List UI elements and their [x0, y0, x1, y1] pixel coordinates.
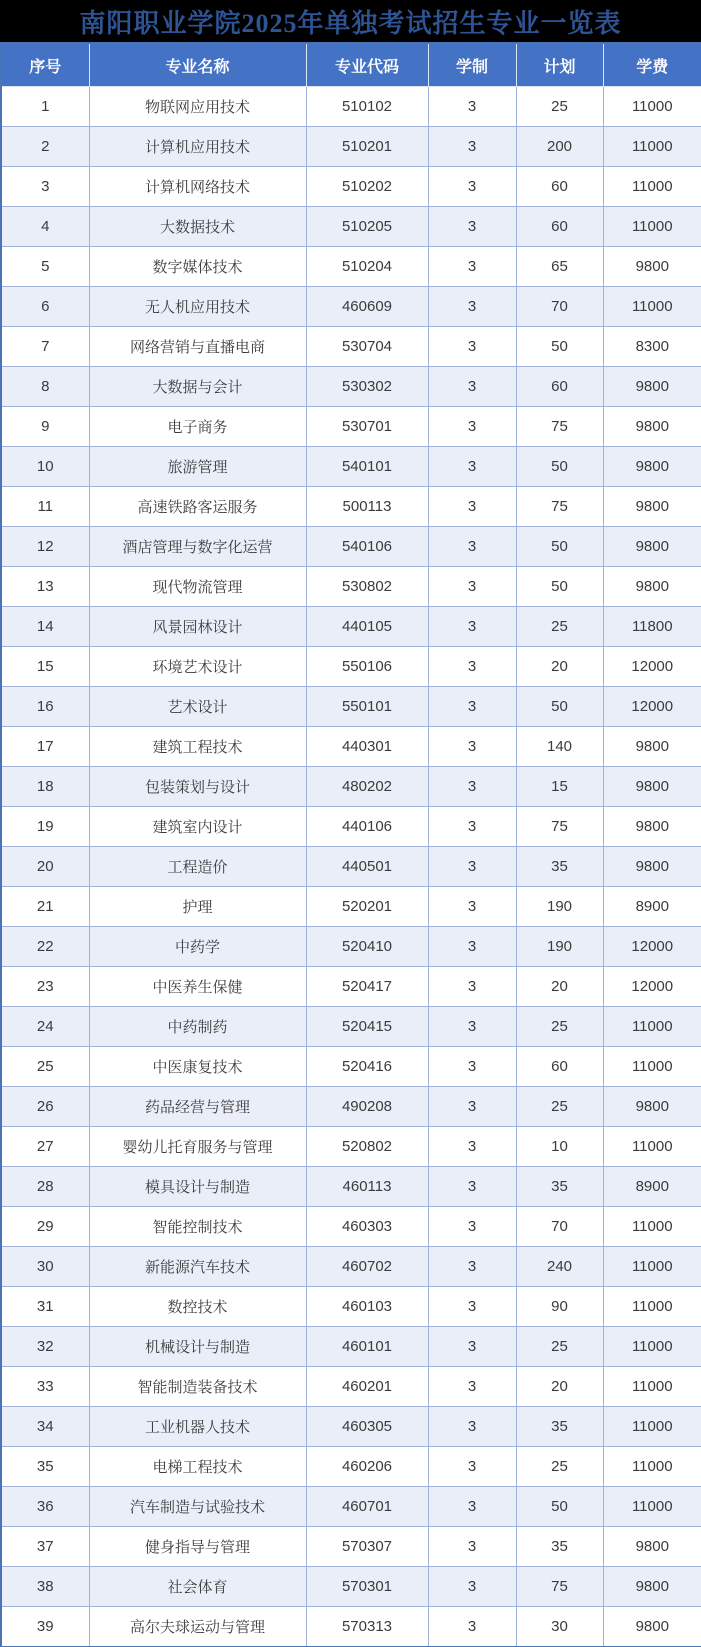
cell-major-code: 460103 — [306, 1287, 428, 1327]
cell-tuition: 11000 — [603, 1407, 701, 1447]
cell-plan: 25 — [516, 1327, 603, 1367]
cell-major-code: 530302 — [306, 367, 428, 407]
cell-index: 19 — [1, 807, 89, 847]
cell-major-name: 健身指导与管理 — [89, 1527, 306, 1567]
cell-tuition: 11000 — [603, 207, 701, 247]
cell-duration: 3 — [428, 1167, 516, 1207]
cell-index: 3 — [1, 167, 89, 207]
cell-major-name: 汽车制造与试验技术 — [89, 1487, 306, 1527]
cell-duration: 3 — [428, 807, 516, 847]
table-row — [1, 367, 701, 407]
cell-index: 8 — [1, 367, 89, 407]
cell-tuition: 11000 — [603, 287, 701, 327]
cell-plan: 60 — [516, 167, 603, 207]
cell-index: 9 — [1, 407, 89, 447]
cell-major-name: 智能制造装备技术 — [89, 1367, 306, 1407]
cell-major-name: 环境艺术设计 — [89, 647, 306, 687]
cell-major-code: 440105 — [306, 607, 428, 647]
table-row — [1, 1087, 701, 1127]
cell-tuition: 9800 — [603, 367, 701, 407]
cell-major-code: 440501 — [306, 847, 428, 887]
cell-index: 5 — [1, 247, 89, 287]
table-row — [1, 1127, 701, 1167]
cell-index: 38 — [1, 1567, 89, 1607]
cell-major-code: 550106 — [306, 647, 428, 687]
cell-duration: 3 — [428, 887, 516, 927]
cell-duration: 3 — [428, 167, 516, 207]
cell-major-name: 风景园林设计 — [89, 607, 306, 647]
cell-major-name: 护理 — [89, 887, 306, 927]
cell-index: 24 — [1, 1007, 89, 1047]
cell-duration: 3 — [428, 647, 516, 687]
table-row — [1, 567, 701, 607]
cell-duration: 3 — [428, 767, 516, 807]
table-row — [1, 1527, 701, 1567]
cell-major-name: 计算机应用技术 — [89, 127, 306, 167]
cell-major-code: 510205 — [306, 207, 428, 247]
cell-tuition: 11000 — [603, 1127, 701, 1167]
cell-plan: 75 — [516, 487, 603, 527]
table-row — [1, 727, 701, 767]
cell-plan: 30 — [516, 1607, 603, 1647]
cell-tuition: 9800 — [603, 727, 701, 767]
cell-index: 33 — [1, 1367, 89, 1407]
cell-plan: 25 — [516, 87, 603, 127]
table-row — [1, 687, 701, 727]
cell-major-code: 460702 — [306, 1247, 428, 1287]
cell-index: 20 — [1, 847, 89, 887]
cell-duration: 3 — [428, 1607, 516, 1647]
cell-tuition: 8300 — [603, 327, 701, 367]
cell-major-code: 570301 — [306, 1567, 428, 1607]
cell-tuition: 9800 — [603, 807, 701, 847]
cell-index: 10 — [1, 447, 89, 487]
cell-plan: 50 — [516, 567, 603, 607]
cell-plan: 20 — [516, 967, 603, 1007]
table-row — [1, 527, 701, 567]
cell-plan: 75 — [516, 807, 603, 847]
cell-major-name: 现代物流管理 — [89, 567, 306, 607]
cell-plan: 10 — [516, 1127, 603, 1167]
cell-major-name: 旅游管理 — [89, 447, 306, 487]
column-header-major-name: 专业名称 — [89, 43, 306, 87]
cell-duration: 3 — [428, 1327, 516, 1367]
cell-tuition: 11000 — [603, 1367, 701, 1407]
cell-tuition: 11000 — [603, 1007, 701, 1047]
cell-plan: 25 — [516, 1087, 603, 1127]
cell-index: 11 — [1, 487, 89, 527]
cell-plan: 20 — [516, 1367, 603, 1407]
header-row — [1, 43, 701, 87]
cell-index: 36 — [1, 1487, 89, 1527]
cell-major-name: 大数据技术 — [89, 207, 306, 247]
cell-major-code: 460303 — [306, 1207, 428, 1247]
cell-plan: 60 — [516, 367, 603, 407]
cell-tuition: 11000 — [603, 1047, 701, 1087]
cell-index: 31 — [1, 1287, 89, 1327]
cell-tuition: 9800 — [603, 767, 701, 807]
cell-major-code: 520201 — [306, 887, 428, 927]
cell-plan: 65 — [516, 247, 603, 287]
table-row — [1, 327, 701, 367]
cell-duration: 3 — [428, 127, 516, 167]
table-row — [1, 287, 701, 327]
cell-index: 18 — [1, 767, 89, 807]
cell-plan: 75 — [516, 407, 603, 447]
cell-duration: 3 — [428, 687, 516, 727]
cell-tuition: 11000 — [603, 87, 701, 127]
cell-duration: 3 — [428, 1127, 516, 1167]
cell-plan: 70 — [516, 287, 603, 327]
cell-plan: 25 — [516, 1007, 603, 1047]
cell-major-code: 540106 — [306, 527, 428, 567]
cell-plan: 240 — [516, 1247, 603, 1287]
cell-plan: 50 — [516, 447, 603, 487]
cell-plan: 90 — [516, 1287, 603, 1327]
majors-table — [0, 42, 701, 1647]
cell-plan: 35 — [516, 1527, 603, 1567]
cell-duration: 3 — [428, 1567, 516, 1607]
cell-major-code: 530802 — [306, 567, 428, 607]
cell-duration: 3 — [428, 207, 516, 247]
cell-duration: 3 — [428, 967, 516, 1007]
table-row — [1, 967, 701, 1007]
cell-major-code: 460609 — [306, 287, 428, 327]
cell-major-name: 药品经营与管理 — [89, 1087, 306, 1127]
table-row — [1, 1367, 701, 1407]
table-row — [1, 1047, 701, 1087]
cell-major-name: 艺术设计 — [89, 687, 306, 727]
table-row — [1, 1207, 701, 1247]
cell-index: 13 — [1, 567, 89, 607]
cell-major-code: 510202 — [306, 167, 428, 207]
cell-tuition: 12000 — [603, 927, 701, 967]
cell-major-name: 电梯工程技术 — [89, 1447, 306, 1487]
cell-major-name: 高速铁路客运服务 — [89, 487, 306, 527]
cell-plan: 60 — [516, 1047, 603, 1087]
cell-major-name: 物联网应用技术 — [89, 87, 306, 127]
cell-plan: 35 — [516, 847, 603, 887]
cell-duration: 3 — [428, 1367, 516, 1407]
table-row — [1, 167, 701, 207]
cell-index: 39 — [1, 1607, 89, 1647]
cell-major-name: 高尔夫球运动与管理 — [89, 1607, 306, 1647]
cell-duration: 3 — [428, 1287, 516, 1327]
cell-plan: 35 — [516, 1167, 603, 1207]
cell-tuition: 9800 — [603, 527, 701, 567]
cell-major-code: 540101 — [306, 447, 428, 487]
table-row — [1, 1567, 701, 1607]
cell-index: 6 — [1, 287, 89, 327]
cell-plan: 25 — [516, 607, 603, 647]
cell-duration: 3 — [428, 1087, 516, 1127]
cell-duration: 3 — [428, 1407, 516, 1447]
cell-major-name: 大数据与会计 — [89, 367, 306, 407]
table-row — [1, 647, 701, 687]
table-row — [1, 247, 701, 287]
cell-major-code: 510201 — [306, 127, 428, 167]
cell-major-code: 460305 — [306, 1407, 428, 1447]
cell-tuition: 9800 — [603, 1087, 701, 1127]
cell-major-name: 电子商务 — [89, 407, 306, 447]
cell-major-name: 中医养生保健 — [89, 967, 306, 1007]
cell-index: 22 — [1, 927, 89, 967]
cell-major-code: 570307 — [306, 1527, 428, 1567]
cell-tuition: 9800 — [603, 247, 701, 287]
cell-duration: 3 — [428, 87, 516, 127]
table-row — [1, 807, 701, 847]
cell-index: 4 — [1, 207, 89, 247]
table-row — [1, 1247, 701, 1287]
cell-duration: 3 — [428, 327, 516, 367]
cell-tuition: 12000 — [603, 687, 701, 727]
table-row — [1, 1487, 701, 1527]
cell-tuition: 9800 — [603, 447, 701, 487]
cell-index: 16 — [1, 687, 89, 727]
cell-index: 30 — [1, 1247, 89, 1287]
cell-tuition: 11000 — [603, 167, 701, 207]
table-header — [1, 43, 701, 87]
cell-duration: 3 — [428, 847, 516, 887]
cell-index: 25 — [1, 1047, 89, 1087]
cell-major-code: 520410 — [306, 927, 428, 967]
table-row — [1, 767, 701, 807]
cell-index: 37 — [1, 1527, 89, 1567]
cell-index: 23 — [1, 967, 89, 1007]
cell-plan: 50 — [516, 527, 603, 567]
cell-plan: 60 — [516, 207, 603, 247]
cell-tuition: 9800 — [603, 1527, 701, 1567]
cell-major-code: 510102 — [306, 87, 428, 127]
cell-duration: 3 — [428, 567, 516, 607]
cell-plan: 50 — [516, 1487, 603, 1527]
cell-major-name: 中医康复技术 — [89, 1047, 306, 1087]
cell-major-code: 550101 — [306, 687, 428, 727]
cell-tuition: 11000 — [603, 1447, 701, 1487]
cell-duration: 3 — [428, 367, 516, 407]
cell-duration: 3 — [428, 1247, 516, 1287]
cell-tuition: 12000 — [603, 647, 701, 687]
cell-major-name: 无人机应用技术 — [89, 287, 306, 327]
cell-duration: 3 — [428, 1527, 516, 1567]
cell-major-code: 500113 — [306, 487, 428, 527]
cell-duration: 3 — [428, 407, 516, 447]
cell-major-name: 工业机器人技术 — [89, 1407, 306, 1447]
cell-duration: 3 — [428, 1447, 516, 1487]
cell-tuition: 11800 — [603, 607, 701, 647]
cell-major-code: 570313 — [306, 1607, 428, 1647]
cell-major-code: 530704 — [306, 327, 428, 367]
cell-duration: 3 — [428, 527, 516, 567]
cell-duration: 3 — [428, 1487, 516, 1527]
cell-duration: 3 — [428, 247, 516, 287]
cell-index: 15 — [1, 647, 89, 687]
cell-duration: 3 — [428, 287, 516, 327]
table-row — [1, 1407, 701, 1447]
cell-major-code: 460201 — [306, 1367, 428, 1407]
cell-plan: 15 — [516, 767, 603, 807]
cell-index: 12 — [1, 527, 89, 567]
cell-major-name: 模具设计与制造 — [89, 1167, 306, 1207]
cell-tuition: 8900 — [603, 1167, 701, 1207]
cell-index: 29 — [1, 1207, 89, 1247]
cell-plan: 20 — [516, 647, 603, 687]
table-row — [1, 607, 701, 647]
table-row — [1, 1447, 701, 1487]
table-row — [1, 887, 701, 927]
cell-index: 17 — [1, 727, 89, 767]
cell-index: 35 — [1, 1447, 89, 1487]
cell-plan: 50 — [516, 687, 603, 727]
cell-tuition: 9800 — [603, 407, 701, 447]
cell-major-name: 中药制药 — [89, 1007, 306, 1047]
cell-index: 34 — [1, 1407, 89, 1447]
cell-major-name: 网络营销与直播电商 — [89, 327, 306, 367]
table-row — [1, 127, 701, 167]
table-row — [1, 1167, 701, 1207]
cell-major-code: 520416 — [306, 1047, 428, 1087]
cell-tuition: 11000 — [603, 1327, 701, 1367]
cell-plan: 190 — [516, 887, 603, 927]
cell-tuition: 12000 — [603, 967, 701, 1007]
column-header-major-code: 专业代码 — [306, 43, 428, 87]
cell-major-code: 460701 — [306, 1487, 428, 1527]
cell-major-name: 工程造价 — [89, 847, 306, 887]
cell-major-code: 440106 — [306, 807, 428, 847]
cell-tuition: 11000 — [603, 127, 701, 167]
cell-duration: 3 — [428, 487, 516, 527]
cell-duration: 3 — [428, 727, 516, 767]
cell-major-name: 建筑室内设计 — [89, 807, 306, 847]
cell-tuition: 9800 — [603, 487, 701, 527]
cell-major-code: 460101 — [306, 1327, 428, 1367]
cell-plan: 75 — [516, 1567, 603, 1607]
cell-plan: 190 — [516, 927, 603, 967]
cell-major-code: 460206 — [306, 1447, 428, 1487]
cell-index: 7 — [1, 327, 89, 367]
cell-major-code: 510204 — [306, 247, 428, 287]
table-row — [1, 487, 701, 527]
cell-tuition: 9800 — [603, 567, 701, 607]
cell-major-code: 530701 — [306, 407, 428, 447]
cell-index: 14 — [1, 607, 89, 647]
page-title: 南阳职业学院2025年单独考试招生专业一览表 — [79, 8, 622, 38]
column-header-tuition: 学费 — [603, 43, 701, 87]
column-header-index: 序号 — [1, 43, 89, 87]
cell-tuition: 9800 — [603, 1607, 701, 1647]
cell-major-code: 460113 — [306, 1167, 428, 1207]
cell-plan: 140 — [516, 727, 603, 767]
cell-major-name: 酒店管理与数字化运营 — [89, 527, 306, 567]
cell-major-name: 数控技术 — [89, 1287, 306, 1327]
cell-duration: 3 — [428, 1007, 516, 1047]
cell-major-name: 建筑工程技术 — [89, 727, 306, 767]
column-header-duration: 学制 — [428, 43, 516, 87]
cell-index: 2 — [1, 127, 89, 167]
cell-duration: 3 — [428, 927, 516, 967]
cell-plan: 25 — [516, 1447, 603, 1487]
cell-index: 27 — [1, 1127, 89, 1167]
cell-duration: 3 — [428, 1207, 516, 1247]
table-row — [1, 207, 701, 247]
table-title-bar — [0, 0, 701, 42]
table-row — [1, 1607, 701, 1647]
cell-tuition: 9800 — [603, 847, 701, 887]
table-row — [1, 87, 701, 127]
cell-tuition: 9800 — [603, 1567, 701, 1607]
cell-major-name: 智能控制技术 — [89, 1207, 306, 1247]
cell-plan: 200 — [516, 127, 603, 167]
cell-major-code: 440301 — [306, 727, 428, 767]
table-row — [1, 847, 701, 887]
cell-tuition: 11000 — [603, 1247, 701, 1287]
cell-major-name: 机械设计与制造 — [89, 1327, 306, 1367]
table-row — [1, 447, 701, 487]
cell-major-code: 480202 — [306, 767, 428, 807]
table-row — [1, 927, 701, 967]
cell-duration: 3 — [428, 1047, 516, 1087]
cell-major-name: 数字媒体技术 — [89, 247, 306, 287]
table-body — [1, 87, 701, 1647]
cell-index: 1 — [1, 87, 89, 127]
cell-plan: 35 — [516, 1407, 603, 1447]
table-row — [1, 1327, 701, 1367]
cell-major-name: 婴幼儿托育服务与管理 — [89, 1127, 306, 1167]
table-row — [1, 407, 701, 447]
cell-tuition: 11000 — [603, 1207, 701, 1247]
table-row — [1, 1287, 701, 1327]
cell-major-code: 520802 — [306, 1127, 428, 1167]
cell-major-name: 包装策划与设计 — [89, 767, 306, 807]
table-row — [1, 1007, 701, 1047]
cell-tuition: 11000 — [603, 1487, 701, 1527]
cell-major-code: 520417 — [306, 967, 428, 1007]
cell-index: 26 — [1, 1087, 89, 1127]
cell-major-code: 490208 — [306, 1087, 428, 1127]
cell-major-name: 社会体育 — [89, 1567, 306, 1607]
cell-plan: 50 — [516, 327, 603, 367]
cell-plan: 70 — [516, 1207, 603, 1247]
cell-tuition: 8900 — [603, 887, 701, 927]
cell-major-name: 计算机网络技术 — [89, 167, 306, 207]
column-header-plan: 计划 — [516, 43, 603, 87]
cell-index: 21 — [1, 887, 89, 927]
cell-major-code: 520415 — [306, 1007, 428, 1047]
cell-tuition: 11000 — [603, 1287, 701, 1327]
cell-duration: 3 — [428, 447, 516, 487]
cell-index: 32 — [1, 1327, 89, 1367]
cell-duration: 3 — [428, 607, 516, 647]
cell-major-name: 中药学 — [89, 927, 306, 967]
cell-index: 28 — [1, 1167, 89, 1207]
cell-major-name: 新能源汽车技术 — [89, 1247, 306, 1287]
